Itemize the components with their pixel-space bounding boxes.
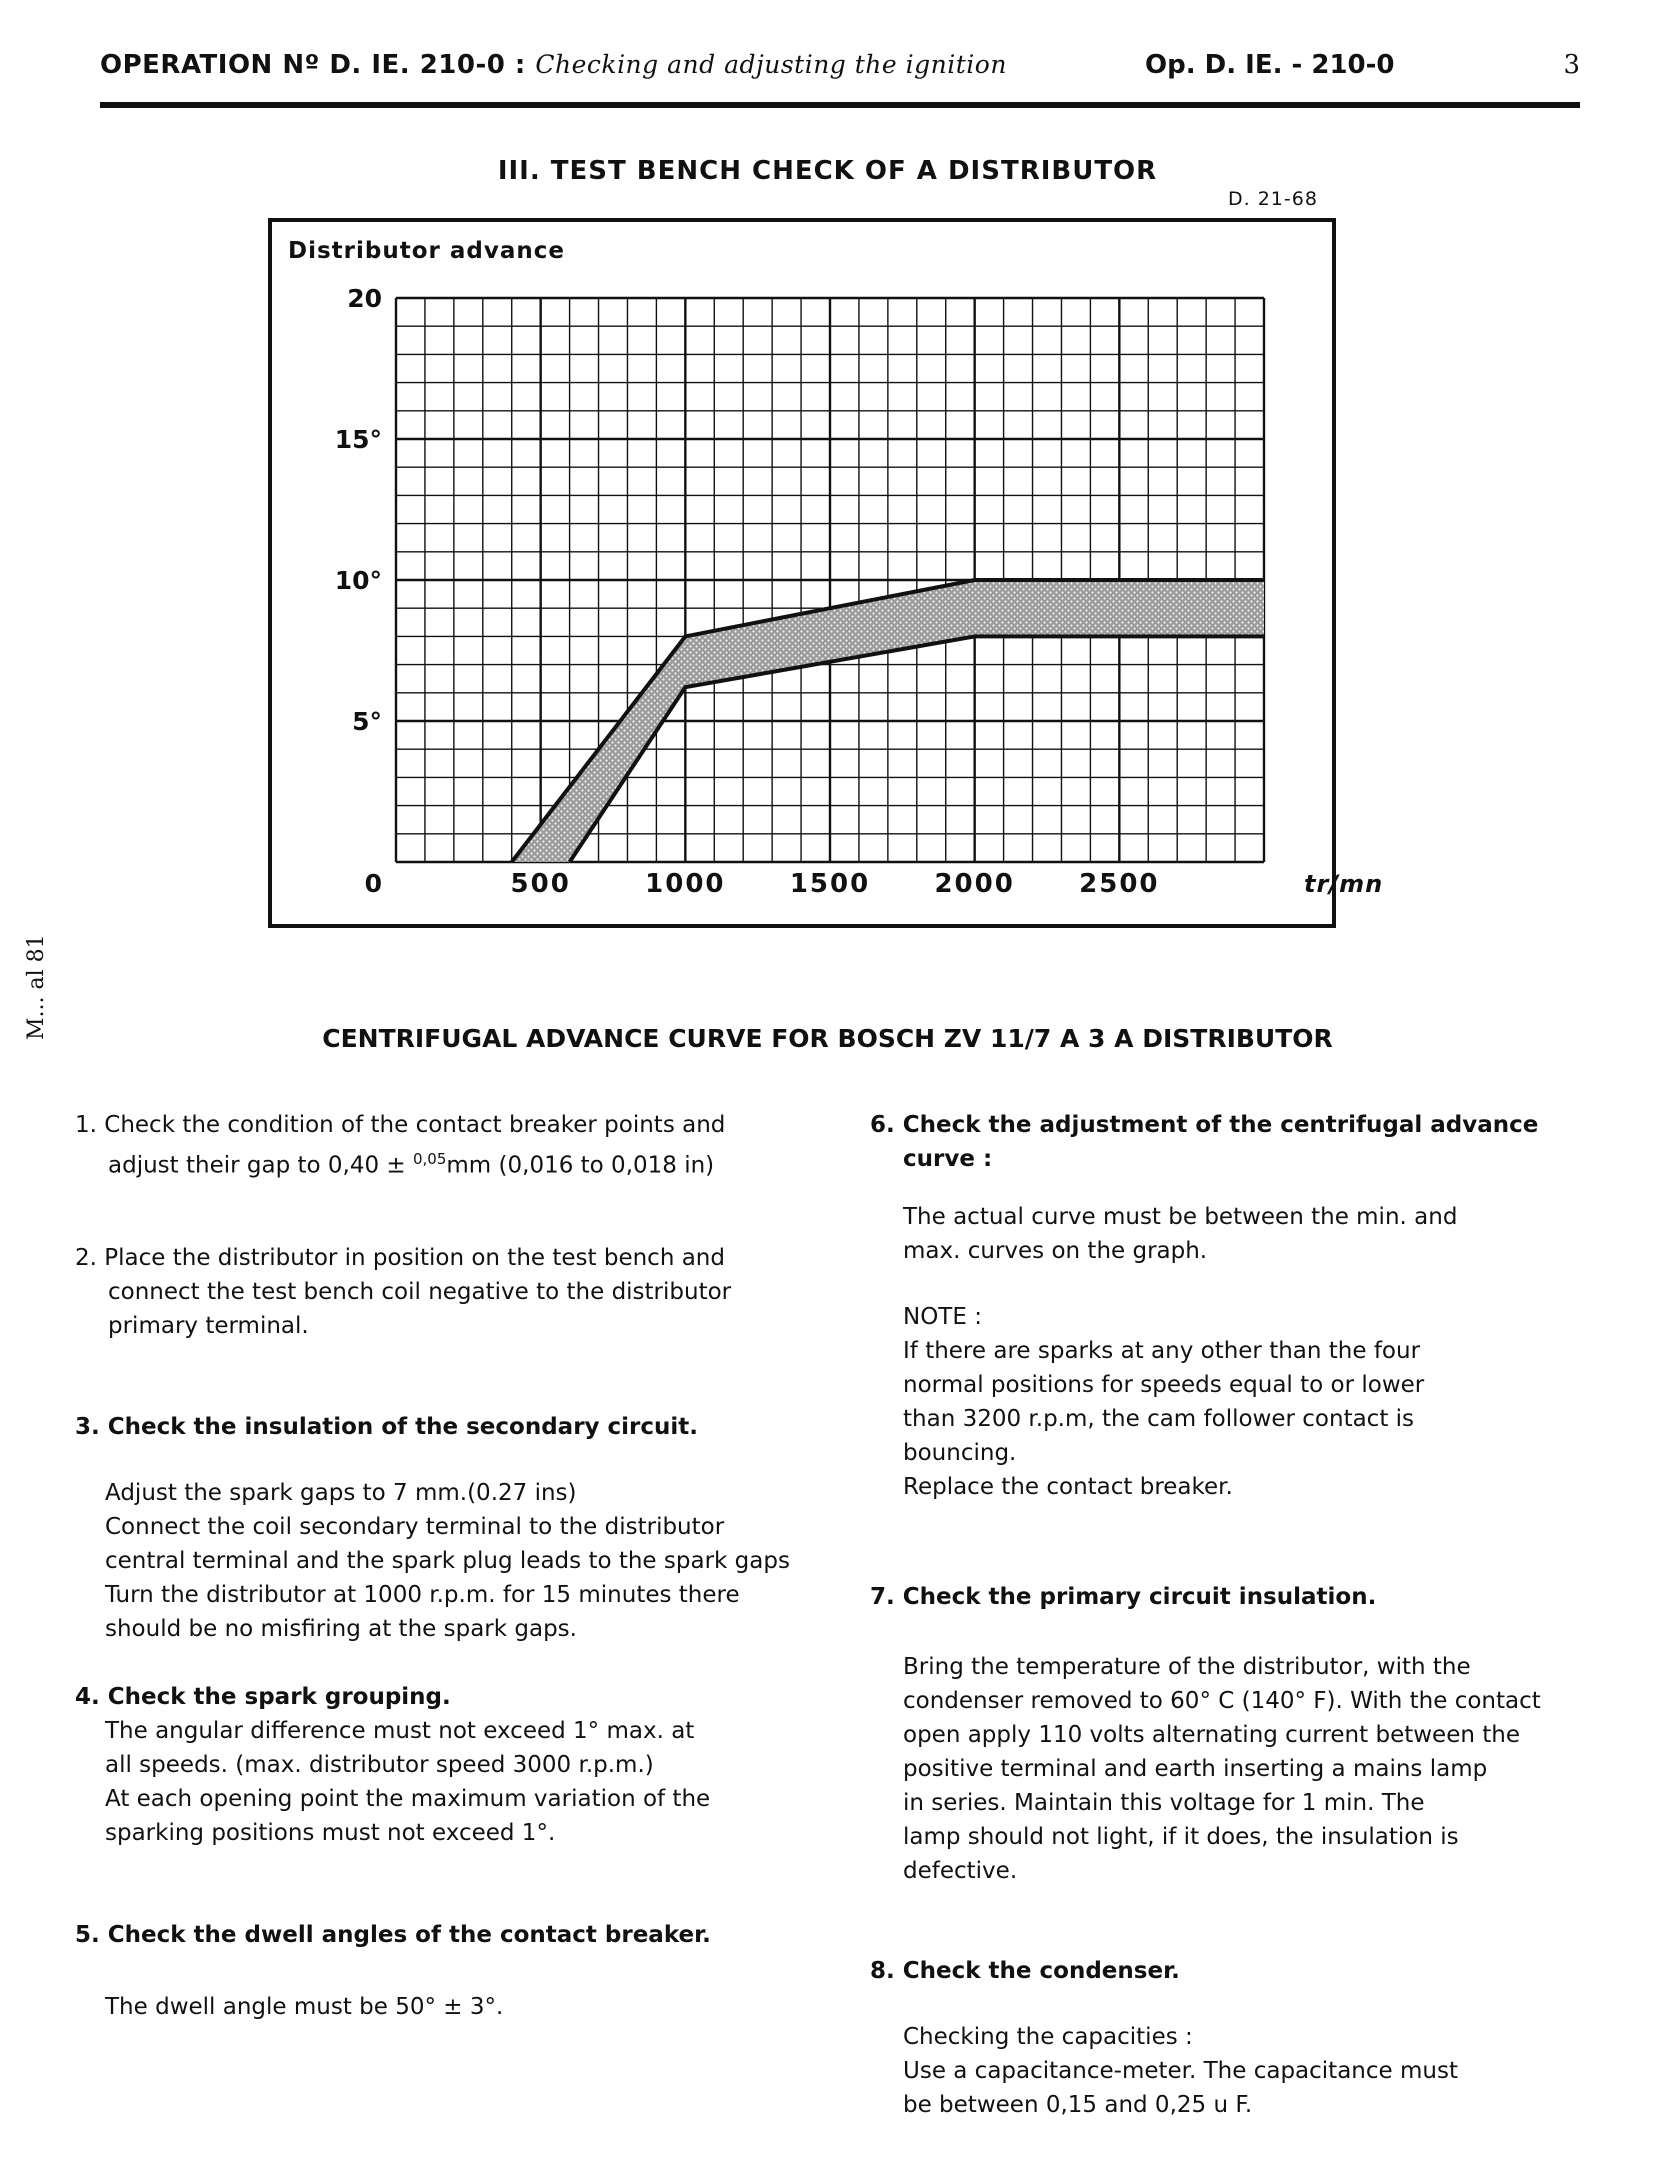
step-title: Check the spark grouping.: [107, 1684, 451, 1710]
step-text: should be no misfiring at the spark gaps.: [105, 1616, 577, 1642]
step-title: Check the condenser.: [902, 1958, 1180, 1984]
step-text: sparking positions must not exceed 1°.: [105, 1820, 556, 1846]
step-text: connect the test bench coil negative to the distributor: [108, 1279, 732, 1305]
section-title: III. TEST BENCH CHECK OF A DISTRIBUTOR: [497, 156, 1158, 186]
step-7-body: [903, 1650, 1541, 1888]
step-text: open apply 110 volts alternating current between the: [903, 1722, 1520, 1748]
margin-note: M... al 81: [24, 934, 49, 1040]
step-text: Connect the coil secondary terminal to the distributor: [105, 1514, 725, 1540]
x-tick-label: 2500: [1079, 869, 1160, 899]
step-title: Check the adjustment of the centrifugal advance: [902, 1112, 1539, 1138]
step-text: positive terminal and earth inserting a mains lamp: [903, 1756, 1488, 1782]
step-text: adjust their gap to 0,40: [108, 1152, 380, 1179]
note-text: Replace the contact breaker.: [903, 1474, 1233, 1500]
y-tick-label: 5°: [352, 707, 382, 736]
note: [903, 1300, 1424, 1504]
plus-minus: ±: [386, 1152, 406, 1179]
step-text: Check the condition of the contact breaker points and: [104, 1112, 726, 1138]
chart-caption: CENTRIFUGAL ADVANCE CURVE FOR BOSCH ZV 11/7 A 3 A DISTRIBUTOR: [322, 1024, 1333, 1053]
step-6: [870, 1108, 1538, 1176]
y-tick-label: 10°: [334, 566, 382, 595]
step-text: all speeds. (max. distributor speed 3000 r.p.m.): [105, 1752, 654, 1778]
step-text: The dwell angle must be 50° ± 3°.: [105, 1994, 504, 2020]
step-8-body: [903, 2020, 1458, 2122]
y-tick-labels: [335, 284, 382, 898]
step-3-body: [105, 1476, 790, 1646]
step-number: 7.: [870, 1584, 895, 1610]
step-text: max. curves on the graph.: [903, 1238, 1208, 1264]
note-text: normal positions for speeds equal to or lower: [903, 1372, 1425, 1398]
step-title: Check the dwell angles of the contact breaker.: [107, 1922, 711, 1948]
step-text: At each opening point the maximum variation of the: [105, 1786, 711, 1812]
page-number: 3: [1563, 50, 1580, 80]
step-number: 4.: [75, 1684, 100, 1710]
step-2: [75, 1241, 731, 1343]
figure-ref: D. 21-68: [1228, 188, 1318, 210]
step-text: primary terminal.: [108, 1313, 309, 1339]
advance-curve-chart: [272, 222, 1384, 924]
x-tick-label: 2000: [934, 869, 1015, 899]
header-rule: [100, 102, 1580, 108]
tolerance: 0,05: [413, 1150, 447, 1168]
step-number: 2.: [75, 1245, 97, 1271]
note-text: bouncing.: [903, 1440, 1017, 1466]
step-title: Check the primary circuit insulation.: [902, 1584, 1377, 1610]
step-text: be between 0,15 and 0,25 u F.: [903, 2092, 1253, 2118]
step-text: The actual curve must be between the min. and: [903, 1204, 1458, 1230]
step-text: condenser removed to 60° C (140° F). With the contact: [903, 1688, 1541, 1714]
step-4: [75, 1680, 710, 1850]
step-text: Turn the distributor at 1000 r.p.m. for 15 minutes there: [105, 1582, 740, 1608]
step-number: 8.: [870, 1958, 895, 1984]
step-text: The angular difference must not exceed 1° max. at: [105, 1718, 695, 1744]
note-text: If there are sparks at any other than the four: [903, 1338, 1421, 1364]
x-tick-label: 1000: [645, 869, 726, 899]
x-tick-labels: [511, 869, 1384, 899]
step-text: mm (0,016 to 0,018 in): [446, 1152, 715, 1179]
step-text: Use a capacitance-meter. The capacitance must: [903, 2058, 1458, 2084]
step-6-body: [903, 1200, 1457, 1268]
step-text: Place the distributor in position on the test bench and: [104, 1245, 725, 1271]
step-number: 1.: [75, 1112, 97, 1138]
step-1: [75, 1108, 725, 1183]
y-tick-label: 0: [364, 869, 382, 898]
step-number: 5.: [75, 1922, 100, 1948]
step-text: central terminal and the spark plug leads to the spark gaps: [105, 1548, 790, 1574]
page-header: [100, 50, 1580, 90]
step-number: 3.: [75, 1414, 100, 1440]
y-axis-label: Distributor advance: [288, 238, 565, 264]
step-8: [870, 1954, 1180, 1988]
x-tick-label: 1500: [789, 869, 871, 899]
x-tick-label: 500: [510, 869, 571, 899]
step-text: Adjust the spark gaps to 7 mm.(0.27 ins): [105, 1480, 577, 1506]
step-text: Bring the temperature of the distributor, with the: [903, 1654, 1471, 1680]
step-7: [870, 1580, 1376, 1614]
step-title: curve :: [903, 1146, 993, 1172]
x-unit-label: tr/mn: [1304, 870, 1384, 898]
y-tick-label: 20: [347, 284, 382, 313]
step-5: [75, 1918, 711, 1952]
note-text: than 3200 r.p.m, the cam follower contact is: [903, 1406, 1415, 1432]
step-title: Check the insulation of the secondary circuit.: [107, 1414, 699, 1440]
note-label: NOTE :: [903, 1304, 982, 1330]
operation-title: Checking and adjusting the ignition: [535, 50, 1007, 79]
step-number: 6.: [870, 1112, 895, 1138]
step-3: [75, 1410, 698, 1444]
operation-label: OPERATION Nº D. IE. 210-0 :: [100, 50, 526, 80]
operation-heading: [100, 50, 1007, 80]
step-5-body: [105, 1990, 503, 2024]
y-tick-label: 15°: [334, 425, 382, 454]
step-text: lamp should not light, if it does, the insulation is: [903, 1824, 1459, 1850]
step-text: in series. Maintain this voltage for 1 min. The: [903, 1790, 1425, 1816]
step-text: Checking the capacities :: [903, 2024, 1193, 2050]
step-text: defective.: [903, 1858, 1018, 1884]
operation-ref: Op. D. IE. - 210-0: [1145, 50, 1395, 80]
